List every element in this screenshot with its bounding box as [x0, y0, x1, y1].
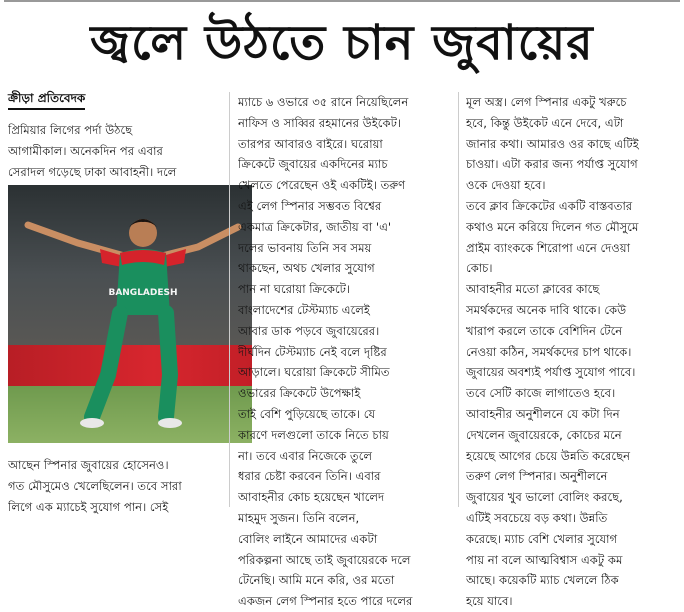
text-line: হয়ে যাবে। — [466, 594, 513, 609]
headline: জ্বলে উঠতে চান জুবায়ের — [90, 15, 594, 71]
text-line: ম্যাচে ৬ ওভারে ৩৫ রানে নিয়েছিলেন — [238, 95, 409, 109]
text-line: পায় না বলে আত্মবিশ্বাস একটু কম — [466, 552, 623, 567]
text-line: ওকে দেওয়া হবে। — [466, 178, 546, 193]
jersey-text: BANGLADESH — [108, 288, 178, 298]
text-line: ক্রিকেটে জুবায়ের একদিনের ম্যাচ — [238, 157, 388, 172]
text-line: সমর্থকদের অনেক দাবি থাকে। কেউ — [466, 302, 627, 317]
text-line: ওভারের ক্রিকেটে উপেক্ষাই — [238, 386, 361, 401]
text-line: আবাহনীর কোচ হয়েছেন খালেদ — [238, 490, 385, 505]
text-line: তবে ক্লাব ক্রিকেটের একটি বাস্তবতার — [466, 198, 633, 213]
text-line: জুবায়ের অবশ্যই পর্যাপ্ত সুযোগ পাবে। — [466, 365, 636, 380]
text-line: জানার কথা। আমারও ওর কাছে এটিই — [466, 136, 639, 151]
text-line: এই লেগ স্পিনার সম্ভবত বিশ্বের — [238, 198, 382, 213]
text-line: মূল অস্ত্র। লেগ স্পিনার একটু খরুচে — [466, 95, 627, 109]
column-1-top — [8, 120, 220, 182]
text-line: খারাপ করলে তাকে বেশিদিন টেনে — [466, 323, 623, 338]
text-line: আবাহনীর অনুশীলনে যে কটা দিন — [466, 406, 620, 421]
column-divider — [458, 92, 459, 507]
text-line: হবে, কিন্তু উইকেট এনে দেবে, এটা — [466, 115, 624, 130]
text-line: দীর্ঘদিন টেস্টম্যাচ নেই বলে দৃষ্টির — [238, 344, 387, 359]
text-line: কথাও মনে করিয়ে দিলেন গত মৌসুমে — [466, 219, 639, 234]
text-line: নেওয়া কঠিন, সমর্থকদের চাপ থাকে। — [466, 344, 632, 359]
text-line: জুবায়ের খুব ভালো বোলিং করছে, — [466, 490, 623, 505]
text-line: নাফিস ও সাব্বির রহমানের উইকেট। — [238, 115, 402, 130]
text-line: তাই বেশি পুড়িয়েছে তাকে। যে — [238, 406, 376, 421]
text-line: পান না ঘরোয়া ক্রিকেটে। — [238, 282, 351, 297]
text-line: হয়েছে আগের চেয়ে উন্নতি করেছেন — [466, 448, 631, 463]
text-line: দেখলেন জুবায়েরকে, কোচের মনে — [466, 427, 622, 442]
column-2 — [238, 92, 450, 612]
column-divider — [229, 92, 230, 507]
text-line: আবাহনীর মতো ক্লাবের কাছে — [466, 282, 600, 297]
text-line: গত মৌসুমেও খেলেছিলেন। তবে সারা — [8, 478, 182, 493]
text-line: এটিই সবচেয়ে বড় কথা। উন্নতি — [466, 510, 608, 525]
text-line: প্রাইম ব্যাংককে শিরোপা এনে দেওয়া — [466, 240, 630, 255]
text-line: কারণে দলগুলো তাকে নিতে চায় — [238, 427, 389, 442]
text-line: বাংলাদেশের টেস্টম্যাচ এলেই — [238, 302, 370, 317]
text-line: একমাত্র ক্রিকেটার, জাতীয় বা 'এ' — [238, 219, 392, 234]
text-line: করেছে। ম্যাচ বেশি খেলার সুযোগ — [466, 531, 618, 546]
text-line: আড়ালে। ঘরোয়া ক্রিকেটে সীমিত — [238, 365, 390, 380]
text-line: একজন লেগ স্পিনার হতে পারে দলের — [238, 594, 413, 609]
text-line: বোলিং লাইনে আমাদের একটা — [238, 531, 378, 546]
text-line: খেলতে পেরেছেন ওই একটিই। তরুণ — [238, 178, 406, 193]
text-line: তবে সেটি কাজে লাগাতেও হবে। — [466, 386, 616, 401]
text-line: আছে। কয়েকটি ম্যাচ খেললে ঠিক — [466, 573, 619, 588]
text-line: তারপর আবারও বাইরে। ঘরোয়া — [238, 136, 383, 151]
text-line: দলের ভাবনায় তিনি সব সময় — [238, 240, 372, 255]
top-rule — [4, 0, 680, 2]
player-photo — [8, 185, 252, 443]
text-line: লিগে এক ম্যাচেই সুযোগ পান। সেই — [8, 499, 169, 514]
text-line: মাহমুদ সুজন। তিনি বলেন, — [238, 510, 360, 525]
column-1-bottom — [8, 455, 220, 517]
text-line: আগামীকাল। অনেকদিন পর এবার — [8, 143, 163, 158]
text-line: ধরার চেষ্টা করবেন তিনি। এবার — [238, 469, 381, 484]
text-line: তরুণ লেগ স্পিনার। অনুশীলনে — [466, 469, 608, 484]
text-line: কোচ। — [466, 261, 493, 276]
text-line: প্রিমিয়ার লিগের পর্দা উঠছে — [8, 123, 133, 137]
text-line: আছেন স্পিনার জুবায়ের হোসেনও। — [8, 458, 169, 472]
text-line: পরিকল্পনা আছে তাই জুবায়েরকে দলে — [238, 552, 411, 567]
text-line: থাকছেন, অথচ খেলার সুযোগ — [238, 261, 375, 276]
column-3 — [466, 92, 678, 612]
text-line: চাওয়া। এটা করার জন্য পর্যাপ্ত সুযোগ — [466, 157, 638, 172]
byline: ক্রীড়া প্রতিবেদক — [8, 90, 85, 110]
cricketer-figure — [8, 185, 252, 443]
text-line: টেনেছি। আমি মনে করি, ওর মতো — [238, 573, 395, 588]
text-line: না। তবে এবার নিজেকে তুলে — [238, 448, 373, 463]
text-line: সেরাদল গড়েছে ঢাকা আবাহনী। দলে — [8, 164, 177, 179]
text-line: আবার ডাক পড়বে জুবায়েরের। — [238, 323, 380, 338]
